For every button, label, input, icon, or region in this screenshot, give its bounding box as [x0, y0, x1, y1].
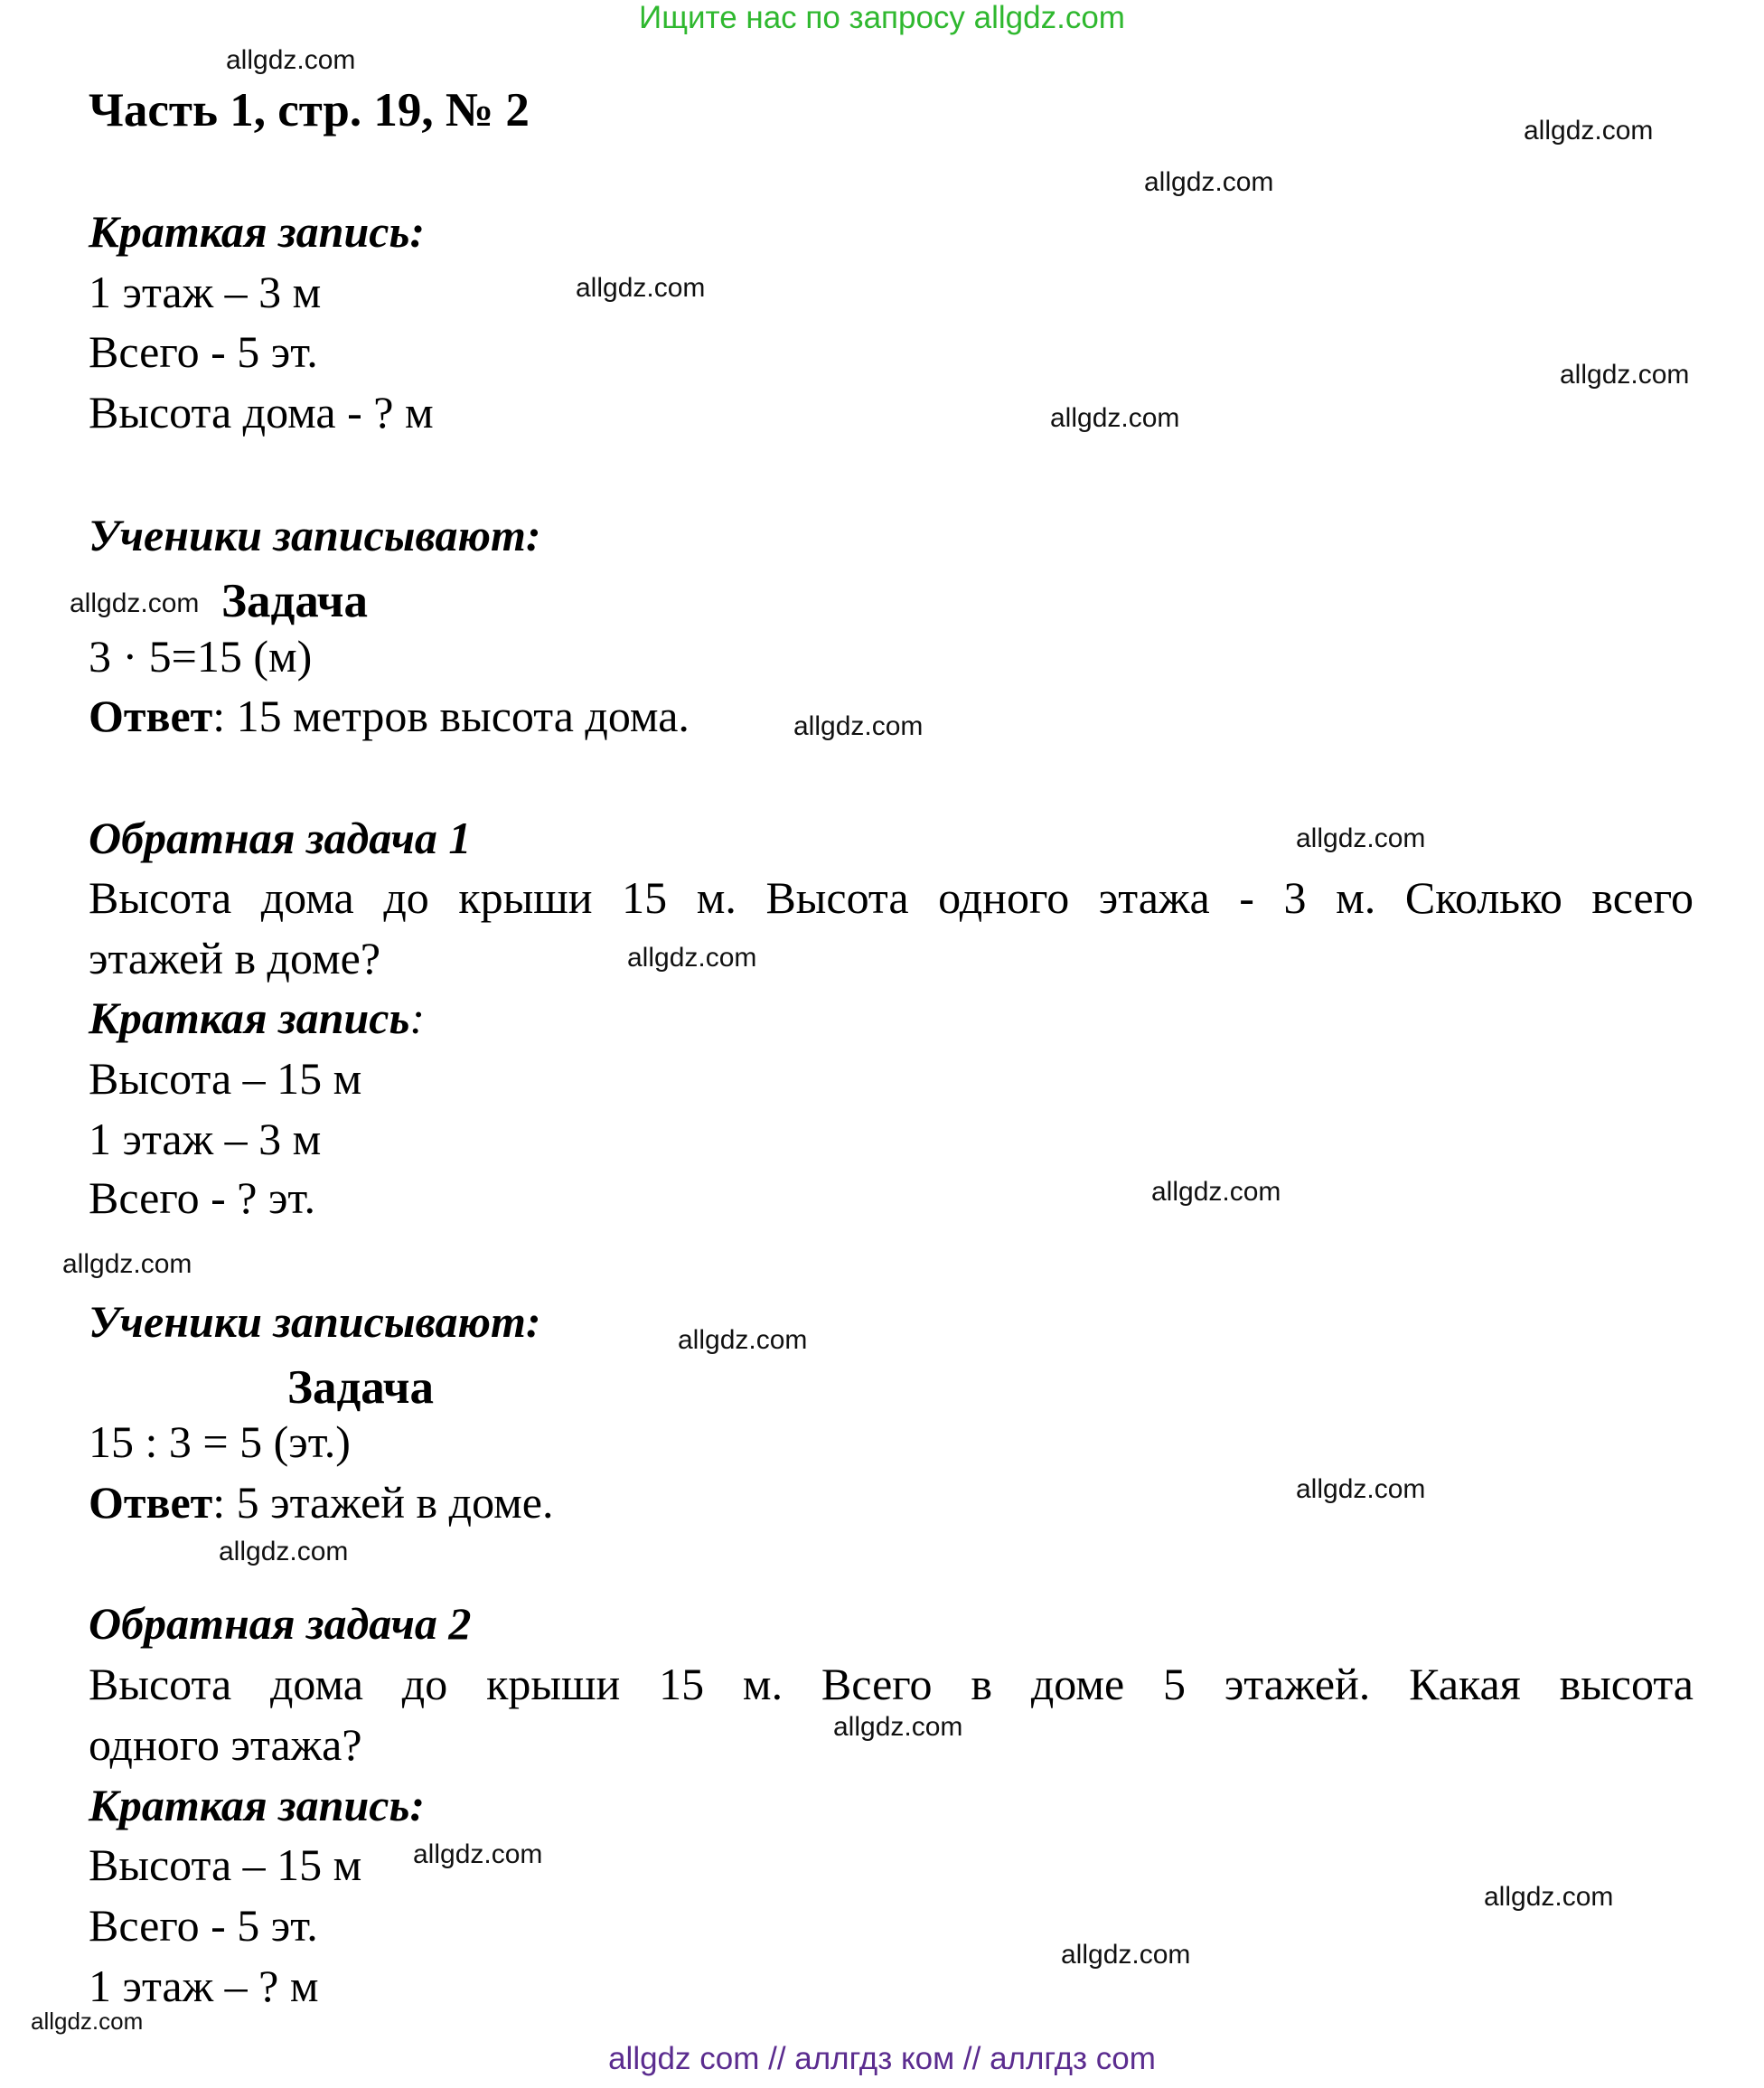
- watermark: allgdz.com: [1524, 116, 1654, 146]
- inverse-task-1-text: Высота дома до крыши 15 м. Высота одного этажа - 3 м. Сколько всего: [89, 872, 1694, 923]
- inverse-task-1-heading: Обратная задача 1: [89, 813, 472, 863]
- watermark: allgdz.com: [1151, 1177, 1281, 1207]
- watermark: allgdz.com: [1296, 823, 1426, 853]
- note-line: Всего - 5 эт.: [89, 326, 318, 377]
- inverse-task-1-text-cont: этажей в доме?: [89, 933, 381, 983]
- watermark: allgdz.com: [413, 1839, 543, 1869]
- watermark: allgdz.com: [678, 1325, 808, 1355]
- watermark: allgdz.com: [793, 711, 924, 741]
- watermark: allgdz.com: [62, 1249, 192, 1279]
- task-title: Задача: [221, 575, 369, 627]
- watermark: allgdz.com: [70, 588, 200, 618]
- inverse-task-2-text-cont: одного этажа?: [89, 1719, 362, 1770]
- watermark: allgdz.com: [219, 1537, 349, 1566]
- task-title: Задача: [287, 1361, 435, 1414]
- answer-text: : 5 этажей в доме.: [212, 1477, 554, 1528]
- short-note-heading: [89, 992, 425, 1043]
- watermark: allgdz.com: [1061, 1940, 1191, 1970]
- note-line: 1 этаж – ? м: [89, 1961, 319, 2011]
- note-line: 1 этаж – 3 м: [89, 1114, 322, 1164]
- page-title: Часть 1, стр. 19, № 2: [89, 84, 530, 136]
- watermark: allgdz.com: [31, 2008, 144, 2035]
- short-note-heading: Краткая запись:: [89, 1780, 425, 1830]
- students-write-heading: Ученики записывают:: [89, 1296, 541, 1347]
- note-line: Всего - ? эт.: [89, 1172, 316, 1223]
- note-line: Высота – 15 м: [89, 1839, 362, 1890]
- note-line: 1 этаж – 3 м: [89, 267, 322, 317]
- note-line: Высота – 15 м: [89, 1053, 362, 1104]
- calculation: 3 · 5=15 (м): [89, 631, 313, 682]
- calculation: 15 : 3 = 5 (эт.): [89, 1416, 351, 1467]
- answer-text: : 15 метров высота дома.: [212, 691, 690, 741]
- answer-line: [89, 1477, 554, 1528]
- answer-line: [89, 691, 690, 741]
- watermark: allgdz.com: [1560, 360, 1690, 390]
- watermark: allgdz.com: [1050, 403, 1180, 433]
- watermark: allgdz.com: [1296, 1474, 1426, 1504]
- note-line: Всего - 5 эт.: [89, 1900, 318, 1951]
- colon: :: [409, 992, 425, 1043]
- inverse-task-2-heading: Обратная задача 2: [89, 1598, 472, 1649]
- watermark: allgdz.com: [1144, 167, 1274, 197]
- students-write-heading: Ученики записывают:: [89, 510, 541, 560]
- watermark: allgdz.com: [833, 1712, 963, 1742]
- watermark: allgdz.com: [1484, 1882, 1614, 1912]
- watermark: allgdz.com: [627, 943, 757, 973]
- note-line: Высота дома - ? м: [89, 387, 434, 437]
- bottom-banner[interactable]: allgdz com // аллгдз ком // аллгдз com: [608, 2041, 1156, 2076]
- answer-label: Ответ: [89, 691, 213, 741]
- short-note-heading-label: Краткая запись: [89, 992, 410, 1043]
- answer-label: Ответ: [89, 1477, 213, 1528]
- watermark: allgdz.com: [576, 273, 706, 303]
- inverse-task-2-text: Высота дома до крыши 15 м. Всего в доме 5 этажей. Какая высота: [89, 1659, 1694, 1709]
- short-note-heading: Краткая запись:: [89, 206, 425, 257]
- top-banner[interactable]: Ищите нас по запросу allgdz.com: [639, 0, 1125, 35]
- watermark: allgdz.com: [226, 45, 356, 75]
